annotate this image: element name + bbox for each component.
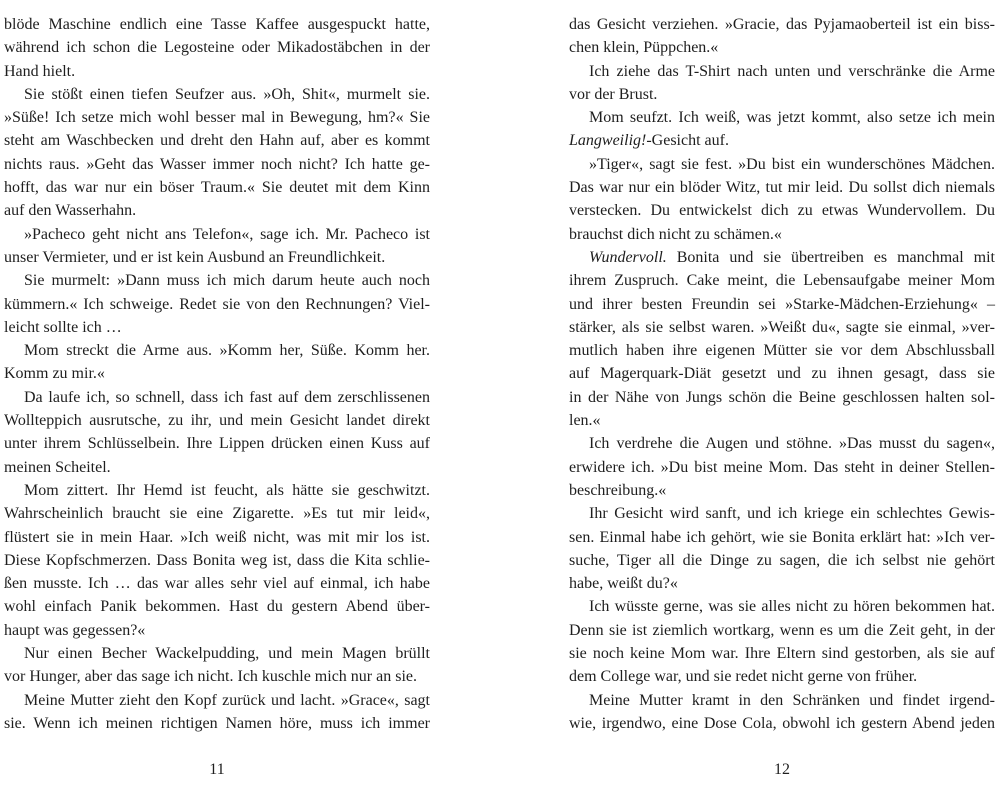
text-line: Diese Kopfschmerzen. Dass Bonita weg ist, dass die Kita schlie- xyxy=(4,551,430,569)
text-line: habe, weißt du?« xyxy=(569,575,678,593)
text-line: »Tiger«, sagt sie fest. »Du bist ein wunderschönes Mädchen. xyxy=(589,155,995,173)
text-line: verstecken. Du entwickelst dich zu etwas Wundervollem. Du xyxy=(569,202,995,220)
text-line: Meine Mutter zieht den Kopf zurück und lacht. »Grace«, sagt xyxy=(24,691,430,709)
text-line: nichts raus. »Geht das Wasser immer noch nicht? Ich hatte ge- xyxy=(4,155,430,173)
text-line: sen. Einmal habe ich gehört, wie sie Bonita erklärt hat: »Ich ver- xyxy=(569,528,995,546)
text-line: haupt was gegessen?« xyxy=(4,621,146,639)
text-line: Ich wüsste gerne, was sie alles nicht zu hören bekommen hat. xyxy=(589,598,995,616)
text-line: sie. Wenn ich meinen richtigen Namen höre, muss ich immer xyxy=(4,714,430,732)
text-line: len.« xyxy=(569,412,601,430)
text-line: unter ihrem Schlüsselbein. Ihre Lippen drücken einen Kuss auf xyxy=(4,435,430,453)
text-line: »Pacheco geht nicht ans Telefon«, sage ich. Mr. Pacheco ist xyxy=(24,225,430,243)
text-line: unser Vermieter, und er ist kein Ausbund an Freundlichkeit. xyxy=(4,248,386,266)
right-page-text xyxy=(569,13,995,735)
text-line: Wundervoll. Bonita und sie übertreiben es manchmal mit xyxy=(589,248,995,266)
text-line: beschreibung.« xyxy=(569,481,667,499)
text-line: leicht sollte ich … xyxy=(4,318,122,336)
text-line: Sie stößt einen tiefen Seufzer aus. »Oh, Shit«, murmelt sie. xyxy=(24,85,430,103)
text-line: das Gesicht verziehen. »Gracie, das Pyjamaoberteil ist ein biss- xyxy=(569,16,995,33)
text-line: sie noch keine Mom war. Ihre Eltern sind gestorben, als sie auf xyxy=(569,645,995,663)
text-line: dem College war, und sie redet nicht gerne von früher. xyxy=(569,668,918,686)
text-line: in der Nähe von Jungs schön die Beine geschlossen halten sol- xyxy=(569,388,995,406)
page-number-right: 12 xyxy=(774,761,790,778)
text-line: auf den Wasserhahn. xyxy=(4,202,137,220)
text-line: Mom zittert. Ihr Hemd ist feucht, als hätte sie geschwitzt. xyxy=(24,481,430,499)
text-line: Ihr Gesicht wird sanft, und ich kriege ein schlechtes Gewis- xyxy=(589,505,995,523)
text-line: »Süße! Ich setze mich wohl besser mal in Bewegung, hm?« Sie xyxy=(4,109,430,127)
text-line: hofft, das war nur ein böser Traum.« Sie deutet mit dem Kinn xyxy=(4,179,430,197)
text-line: vor Hunger, aber das sage ich nicht. Ich kuschle mich nur an sie. xyxy=(4,668,417,686)
text-line: kümmern.« Ich schweige. Redet sie von den Rechnungen? Viel- xyxy=(4,295,430,313)
text-line: Da laufe ich, so schnell, dass ich fast auf dem zerschlissenen xyxy=(24,388,430,406)
text-line: vor der Brust. xyxy=(569,85,658,103)
text-line: brauchst dich nicht zu schämen.« xyxy=(569,225,782,243)
text-line: Hand hielt. xyxy=(4,62,76,80)
text-line: flüstert sie in mein Haar. »Ich weiß nicht, was mit mir los ist. xyxy=(4,528,430,546)
text-line: und ihrer besten Freundin sei »Starke-Mädchen-Erziehung« – xyxy=(569,295,995,313)
text-line: chen klein, Püppchen.« xyxy=(569,39,719,57)
text-line: ihrem Zuspruch. Cake meint, die Lebensaufgabe meiner Mom xyxy=(569,272,995,290)
text-line: steht am Waschbecken und dreht den Hahn auf, aber es kommt xyxy=(4,132,430,150)
text-line: Mom seufzt. Ich weiß, was jetzt kommt, also setze ich mein xyxy=(589,109,995,127)
page-number-left: 11 xyxy=(209,761,225,778)
text-line: Langweilig!-Gesicht auf. xyxy=(569,132,729,150)
text-line: Wahrscheinlich braucht sie eine Zigarette. »Es tut mir leid«, xyxy=(4,505,430,523)
text-line: erwidere ich. »Du bist meine Mom. Das steht in deiner Stellen- xyxy=(569,458,995,476)
text-line: suche, Tiger all die Dinge zu sagen, die ich selbst nie gehört xyxy=(569,551,995,569)
left-page xyxy=(4,0,430,800)
text-line: mutlich haben ihre eigenen Mütter sie vor dem Abschlussball xyxy=(569,342,995,360)
text-line: Nur einen Becher Wackelpudding, und mein Magen brüllt xyxy=(24,645,430,663)
text-line: Ich ziehe das T-Shirt nach unten und verschränke die Arme xyxy=(589,62,995,80)
right-page xyxy=(569,0,995,800)
text-line: blöde Maschine endlich eine Tasse Kaffee ausgespuckt hatte, xyxy=(4,16,430,33)
text-line: meinen Scheitel. xyxy=(4,458,111,476)
left-page-text xyxy=(4,13,430,735)
text-line: Sie murmelt: »Dann muss ich mich darum heute auch noch xyxy=(24,272,430,290)
text-line: Das war nur ein blöder Witz, tut mir leid. Du sollst dich niemals xyxy=(569,179,995,197)
text-line: stärker, als sie selbst waren. »Weißt du«, sagte sie einmal, »ver- xyxy=(569,318,995,336)
text-line: wohl einfach Panik bekommen. Hast du gestern Abend über- xyxy=(4,598,430,616)
text-line: auf Magerquark-Diät gesetzt und zu ihnen gesagt, dass sie xyxy=(569,365,995,383)
text-line: ßen musste. Ich … das war alles sehr viel auf einmal, ich habe xyxy=(4,575,430,593)
text-line: Ich verdrehe die Augen und stöhne. »Das musst du sagen«, xyxy=(589,435,995,453)
text-line: während ich schon die Legosteine oder Mikadostäbchen in der xyxy=(4,39,430,57)
text-line: Komm zu mir.« xyxy=(4,365,105,383)
text-line: Meine Mutter kramt in den Schränken und findet irgend- xyxy=(589,691,995,709)
text-line: wie, irgendwo, eine Dose Cola, obwohl ich gestern Abend jeden xyxy=(569,714,995,732)
text-line: Denn sie ist ziemlich wortkarg, wenn es um die Zeit geht, in der xyxy=(569,621,995,639)
text-line: Wollteppich ausrutsche, zu ihr, und mein Gesicht landet direkt xyxy=(4,412,430,430)
text-line: Mom streckt die Arme aus. »Komm her, Süße. Komm her. xyxy=(24,342,430,360)
